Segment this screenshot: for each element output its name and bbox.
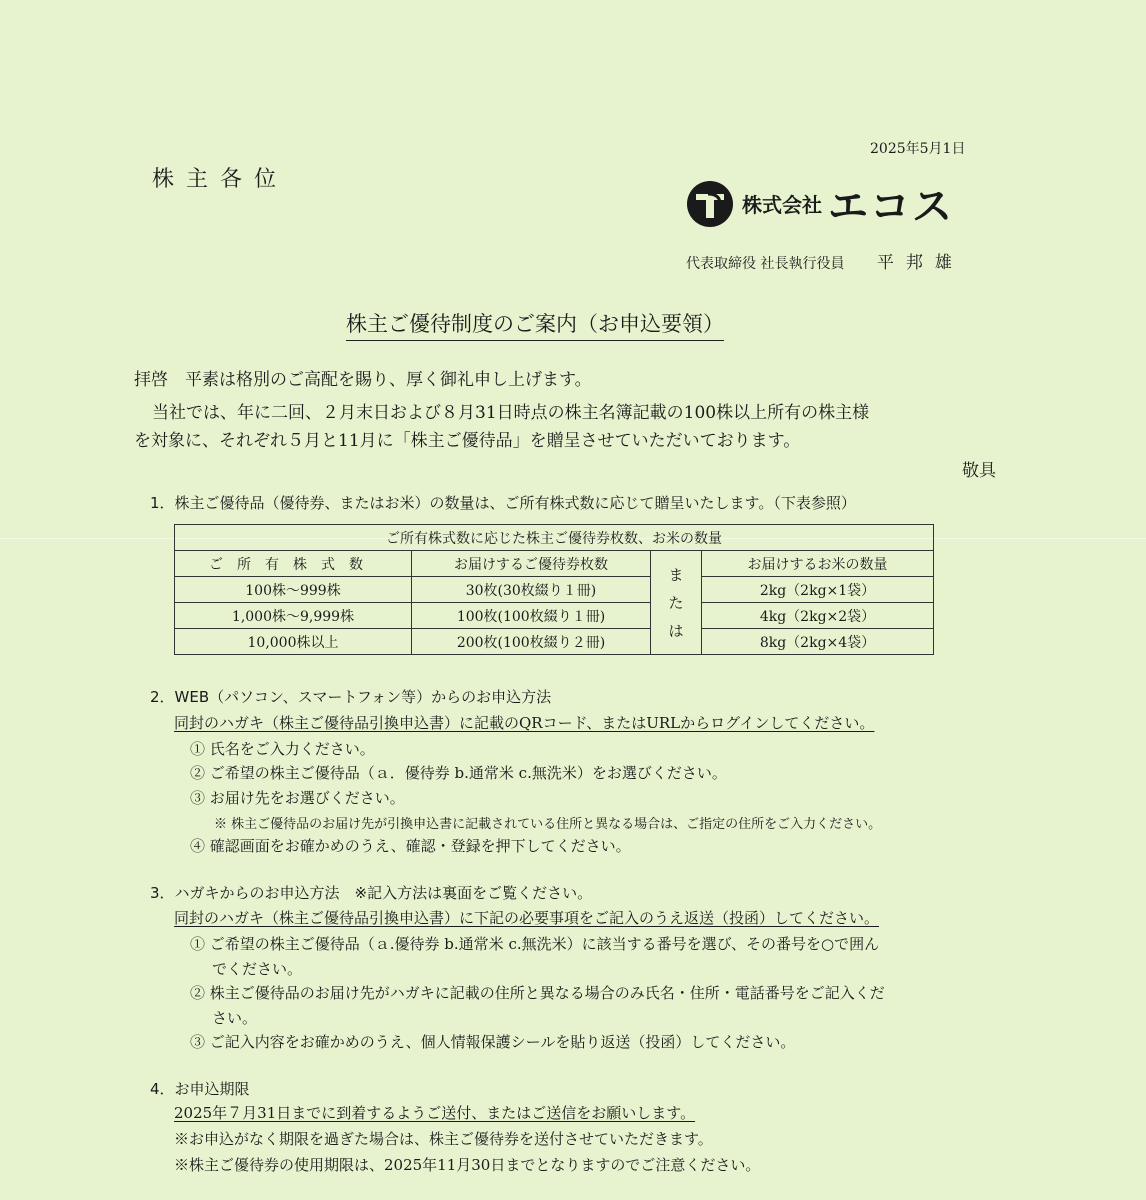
cell-tickets: 200枚(100枚綴り２冊) — [412, 629, 651, 655]
cell-shares: 10,000株以上 — [175, 629, 412, 655]
table-row — [175, 603, 934, 629]
greeting: 拝啓 平素は格別のご高配を賜り、厚く御礼申し上げます。 — [134, 370, 592, 390]
web-step-3: ③ お届け先をお選びください。 — [190, 789, 405, 807]
cell-rice: 2kg（2kg×1袋） — [702, 577, 934, 603]
section-3-lead: 同封のハガキ（株主ご優待品引換申込書）に下記の必要事項をご記入のうえ返送（投函）してください。 — [174, 909, 880, 927]
company-prefix: 株式会社 — [742, 193, 822, 217]
section-2-lead: 同封のハガキ（株主ご優待品引換申込書）に記載のQRコード、またはURLからログインしてください。 — [174, 714, 875, 732]
web-step-1: ① 氏名をご入力ください。 — [190, 740, 375, 758]
addressee: 株主各位 — [152, 167, 289, 192]
table-header-row — [175, 551, 934, 577]
header-rice: お届けするお米の数量 — [702, 551, 934, 577]
postcard-step-2: ② 株主ご優待品のお届け先がハガキに記載の住所と異なる場合のみ氏名・住所・電話番号をご記入くだ — [190, 984, 885, 1002]
table-caption: ご所有株式数に応じた株主ご優待券枚数、お米の数量 — [175, 525, 934, 551]
intro-line-1: 当社では、年に二回、２月末日および８月31日時点の株主名簿記載の100株以上所有の株主様 — [152, 403, 870, 423]
section-2-heading: 2．WEB（パソコン、スマートフォン等）からのお申込方法 — [150, 688, 552, 706]
cell-tickets: 30枚(30枚綴り１冊) — [412, 577, 651, 603]
intro-line-2: を対象に、それぞれ５月と11月に「株主ご優待品」を贈呈させていただいております。 — [134, 431, 801, 451]
web-step-2: ② ご希望の株主ご優待品（ａ．優待券 b.通常米 c.無洗米）をお選びください。 — [190, 764, 727, 782]
cell-tickets: 100枚(100枚綴り１冊) — [412, 603, 651, 629]
section-1-heading: 1．株主ご優待品（優待券、またはお米）の数量は、ご所有株式数に応じて贈呈いたします。（下表参照） — [150, 494, 856, 512]
company-name: エコス — [828, 184, 954, 230]
postcard-step-2-cont: さい。 — [212, 1009, 258, 1027]
web-note: ※ 株主ご優待品のお届け先が引換申込書に記載されている住所と異なる場合は、ご指定の住所をご入力ください。 — [214, 817, 882, 832]
table-row — [175, 577, 934, 603]
table-row — [175, 629, 934, 655]
document-title: 株主ご優待制度のご案内（お申込要領） — [346, 308, 724, 341]
or-label: ま た は — [651, 551, 702, 655]
web-step-4: ④ 確認画面をお確かめのうえ、確認・登録を押下してください。 — [190, 837, 631, 855]
company-logo — [686, 175, 954, 232]
header-tickets: お届けするご優待券枚数 — [412, 551, 651, 577]
deadline-note-2: ※株主ご優待券の使用期限は、2025年11月30日までとなりますのでご注意ください。 — [174, 1156, 761, 1174]
holdings-table — [174, 524, 934, 655]
section-4-heading: 4．お申込期限 — [150, 1080, 250, 1098]
representative-title: 代表取締役 社長執行役員 — [686, 256, 845, 272]
cell-rice: 4kg（2kg×2袋） — [702, 603, 934, 629]
company-mark-icon — [686, 180, 734, 228]
representative-name: 平邦雄 — [876, 253, 964, 273]
deadline: 2025年７月31日までに到着するようご送付、またはご送信をお願いします。 — [174, 1104, 696, 1122]
representative — [686, 248, 964, 273]
closing: 敬具 — [962, 461, 996, 481]
postcard-step-3: ③ ご記入内容をお確かめのうえ、個人情報保護シールを貼り返送（投函）してください。 — [190, 1033, 796, 1051]
cell-shares: 1,000株～9,999株 — [175, 603, 412, 629]
document-date: 2025年5月1日 — [870, 141, 966, 157]
deadline-note-1: ※お申込がなく期限を過ぎた場合は、株主ご優待券を送付させていただきます。 — [174, 1130, 713, 1148]
postcard-step-1: ① ご希望の株主ご優待品（ａ.優待券 b.通常米 c.無洗米）に該当する番号を選び、その番号を○で囲ん — [190, 935, 880, 953]
header-shares: ご所有株式数 — [175, 551, 412, 577]
cell-rice: 8kg（2kg×4袋） — [702, 629, 934, 655]
postcard-step-1-cont: でください。 — [212, 960, 303, 978]
section-3-heading: 3．ハガキからのお申込方法 ※記入方法は裏面をご覧ください。 — [150, 884, 593, 902]
table-caption-row — [175, 525, 934, 551]
cell-shares: 100株～999株 — [175, 577, 412, 603]
